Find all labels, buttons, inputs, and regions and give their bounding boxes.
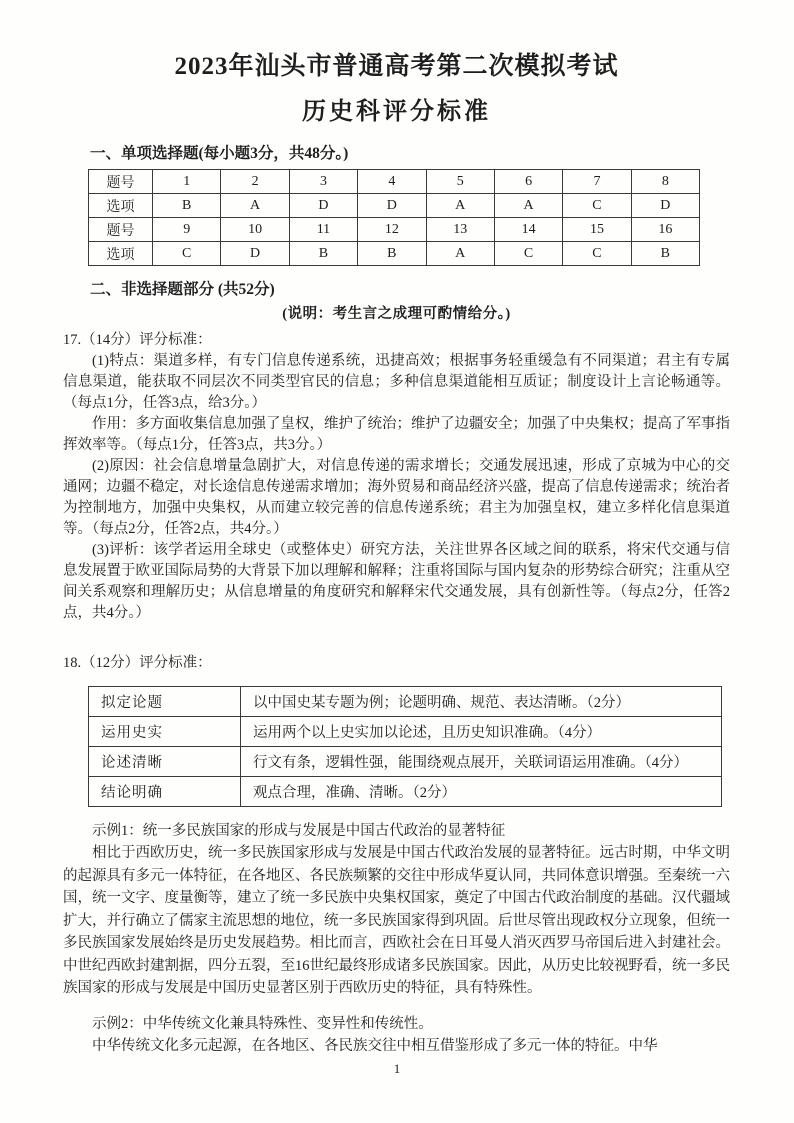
answer-cell: 14	[494, 218, 562, 242]
answer-cell: B	[631, 242, 699, 266]
answer-cell: D	[221, 242, 289, 266]
spacer	[63, 624, 730, 650]
rubric-row	[89, 717, 722, 747]
answer-table-row	[89, 218, 700, 242]
answer-cell: A	[221, 194, 289, 218]
q18-rubric-table	[88, 686, 722, 807]
answer-cell: 12	[358, 218, 426, 242]
answer-cell: 2	[221, 170, 289, 194]
rubric-description: 行文有条，逻辑性强，能围绕观点展开，关联词语运用准确。（4分）	[241, 747, 722, 777]
rubric-criterion: 拟定论题	[89, 687, 241, 717]
answer-row-label: 选项	[89, 242, 153, 266]
rubric-row	[89, 747, 722, 777]
answer-cell: 9	[153, 218, 221, 242]
answer-table	[88, 169, 700, 266]
q17-heading: 17.（14分）评分标准：	[63, 332, 212, 348]
answer-cell: 11	[289, 218, 357, 242]
rubric-criterion: 结论明确	[89, 777, 241, 807]
rubric-criterion: 运用史实	[89, 717, 241, 747]
answer-table-row	[89, 242, 700, 266]
rubric-description: 以中国史某专题为例；论题明确、规范、表达清晰。（2分）	[241, 687, 722, 717]
rubric-row	[89, 687, 722, 717]
q17-paragraph: (3)评析：该学者运用全球史（或整体史）研究方法，关注世界各区域之间的联系，将宋代交通与信息发展置于欧亚国际局势的大背景下加以理解和解释；注重将国际与国内复杂的形势综合研究；注重从空间关系观察和理解历史；从信息增量的角度研究和解释宋代交通发展，具有创新性等。（每点2分，任答2点，共4分。）	[63, 542, 730, 621]
answer-cell: 15	[563, 218, 631, 242]
document-subtitle: 历史科评分标准	[302, 99, 491, 125]
page-number: 1	[393, 1061, 401, 1076]
answer-cell: D	[289, 194, 357, 218]
rubric-description: 观点合理，准确、清晰。（2分）	[241, 777, 722, 807]
example2-title: 示例2：中华传统文化兼具特殊性、变异性和传统性。	[92, 1015, 433, 1032]
answer-cell: 16	[631, 218, 699, 242]
answer-cell: 5	[426, 170, 494, 194]
answer-cell: B	[358, 242, 426, 266]
example1-title: 示例1：统一多民族国家的形成与发展是中国古代政治的显著特征	[92, 823, 506, 839]
answer-cell: 6	[494, 170, 562, 194]
answer-cell: A	[426, 194, 494, 218]
section2-note: (说明：考生言之成理可酌情给分。)	[282, 306, 511, 322]
example1-body: 相比于西欧历史，统一多民族国家形成与发展是中国古代政治发展的显著特征。远古时期，中华文明的起源具有多元一体特征，在各地区、各民族频繁的交往中形成华夏认同，共同体意识增强。至秦统一六国，统一文字、度量衡等，建立了统一多民族中央集权国家，奠定了中国古代政治制度的基础。汉代疆域扩大，并行确立了儒家主流思想的地位，统一多民族国家得到巩固。后世尽管出现政权分立现象，但统一多民族国家发展始终是历史发展趋势。相比而言，西欧社会在日耳曼人消灭西罗马帝国后进入封建社会。中世纪西欧封建割据，四分五裂，至16世纪最终形成诸多民族国家。因此，从历史比较视野看，统一多民族国家的形成与发展是中国历史显著区别于西欧历史的特征，具有特殊性。	[63, 845, 730, 996]
answer-cell: C	[494, 242, 562, 266]
answer-row-label: 题号	[89, 170, 153, 194]
section1-heading: 一、单项选择题(每小题3分，共48分。)	[90, 145, 349, 162]
answer-cell: D	[631, 194, 699, 218]
answer-cell: C	[563, 242, 631, 266]
q17-paragraph: (2)原因：社会信息增量急剧扩大，对信息传递的需求增长；交通发展迅速，形成了京城为中心的交通网；边疆不稳定，对长途信息传递需求增加；海外贸易和商品经济兴盛，提高了信息传递需求；统治者为控制地方，加强中央集权，从而建立较完善的信息传递系统；君主为加强皇权，建立多样化信息渠道等。（每点2分，任答2点，共4分。）	[63, 458, 730, 537]
q17-paragraph: (1)特点：渠道多样，有专门信息传递系统，迅捷高效；根据事务轻重缓急有不同渠道；君主有专属信息渠道，能获取不同层次不同类型官民的信息；多种信息渠道能相互质证；制度设计上言论畅通等。（每点1分，任答3点，给3分。）	[63, 353, 730, 411]
answer-cell: A	[426, 242, 494, 266]
answer-cell: 3	[289, 170, 357, 194]
answer-cell: 1	[153, 170, 221, 194]
answer-cell: A	[494, 194, 562, 218]
example2-body: 中华传统文化多元起源，在各地区、各民族交往中相互借鉴形成了多元一体的特征。中华	[92, 1037, 658, 1054]
rubric-criterion: 论述清晰	[89, 747, 241, 777]
answer-cell: 7	[563, 170, 631, 194]
answer-cell: 10	[221, 218, 289, 242]
answer-cell: C	[153, 242, 221, 266]
answer-table-row	[89, 194, 700, 218]
answer-cell: D	[358, 194, 426, 218]
answer-cell: 13	[426, 218, 494, 242]
answer-cell: 4	[358, 170, 426, 194]
q17-paragraph: 作用：多方面收集信息加强了皇权，维护了统治；维护了边疆安全；加强了中央集权；提高了军事指挥效率等。（每点1分，任答3点，共3分。）	[63, 416, 730, 453]
answer-row-label: 题号	[89, 218, 153, 242]
answer-cell: 8	[631, 170, 699, 194]
rubric-row	[89, 777, 722, 807]
section2-heading: 二、非选择题部分 (共52分)	[90, 281, 275, 298]
rubric-description: 运用两个以上史实加以论述，且历史知识准确。（4分）	[241, 717, 722, 747]
document-title: 2023年汕头市普通高考第二次模拟考试	[174, 53, 619, 80]
q18-heading: 18.（12分）评分标准：	[63, 655, 212, 671]
answer-cell: B	[289, 242, 357, 266]
answer-cell: C	[563, 194, 631, 218]
answer-cell: B	[153, 194, 221, 218]
answer-table-row	[89, 170, 700, 194]
answer-row-label: 选项	[89, 194, 153, 218]
